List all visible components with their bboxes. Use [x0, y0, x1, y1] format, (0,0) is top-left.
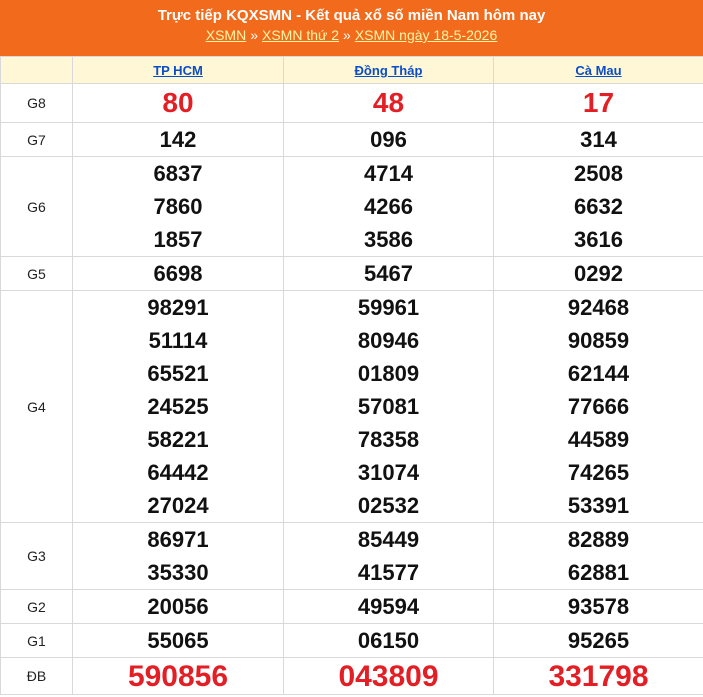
result-number: 331798 — [548, 660, 649, 693]
result-number: 6632 — [574, 194, 623, 219]
result-cell — [494, 291, 703, 523]
result-number: 82889 — [567, 527, 630, 552]
result-cell — [284, 257, 494, 291]
province-link-dong-thap[interactable]: Đồng Tháp — [354, 62, 423, 78]
result-number: 3586 — [364, 227, 413, 252]
result-number: 51114 — [148, 328, 208, 353]
prize-row-g5 — [1, 257, 703, 291]
prize-row-g1 — [1, 624, 703, 658]
prize-label: G6 — [1, 157, 73, 257]
result-cell — [284, 590, 494, 624]
result-cell — [73, 658, 284, 695]
result-number: 0292 — [574, 261, 623, 286]
prize-row-g6 — [1, 157, 703, 257]
prize-label: G7 — [1, 123, 73, 157]
result-number: 93578 — [567, 594, 630, 619]
breadcrumb-xsmn-date[interactable]: XSMN ngày 18-5-2026 — [354, 27, 498, 43]
result-number: 7860 — [153, 194, 203, 219]
prize-row-g2 — [1, 590, 703, 624]
result-number: 78358 — [357, 427, 420, 452]
result-number: 4714 — [364, 161, 413, 186]
result-number: 41577 — [357, 560, 420, 585]
prize-label: G4 — [1, 291, 73, 523]
breadcrumb-separator: » — [250, 27, 258, 43]
result-number: 86971 — [147, 527, 209, 552]
prize-row-g7 — [1, 123, 703, 157]
result-number: 77666 — [567, 394, 630, 419]
results-body — [1, 84, 703, 695]
result-number: 55065 — [147, 628, 209, 653]
breadcrumb-xsmn[interactable]: XSMN — [205, 27, 247, 43]
result-number: 92468 — [567, 295, 630, 320]
province-link-ca-mau[interactable]: Cà Mau — [575, 62, 622, 78]
result-number: 62144 — [567, 361, 630, 386]
prize-label: G8 — [1, 84, 73, 123]
result-cell — [284, 523, 494, 590]
result-number: 74265 — [567, 460, 630, 485]
result-cell — [494, 123, 703, 157]
result-number: 98291 — [147, 295, 209, 320]
breadcrumb-separator: » — [343, 27, 351, 43]
prize-row-g3 — [1, 523, 703, 590]
result-number: 17 — [582, 87, 615, 118]
result-cell — [73, 523, 284, 590]
result-number: 35330 — [147, 560, 209, 585]
result-cell — [494, 523, 703, 590]
result-number: 90859 — [567, 328, 630, 353]
result-number: 95265 — [567, 628, 630, 653]
result-cell — [284, 84, 494, 123]
result-number: 80946 — [357, 328, 420, 353]
result-cell — [494, 84, 703, 123]
result-number: 6837 — [153, 161, 203, 186]
prize-row-g4 — [1, 291, 703, 523]
result-number: 27024 — [147, 493, 209, 518]
result-number: 06150 — [357, 628, 420, 653]
result-number: 80 — [162, 87, 194, 118]
results-table — [0, 56, 703, 695]
prize-label: G3 — [1, 523, 73, 590]
prize-row-g8 — [1, 84, 703, 123]
result-cell — [73, 84, 284, 123]
result-cell — [284, 658, 494, 695]
prize-label: G2 — [1, 590, 73, 624]
result-number: 44589 — [567, 427, 630, 452]
result-number: 64442 — [147, 460, 209, 485]
result-cell — [73, 291, 284, 523]
result-number: 5467 — [364, 261, 413, 286]
result-number: 31074 — [357, 460, 420, 485]
prize-label: G5 — [1, 257, 73, 291]
result-number: 59961 — [357, 295, 420, 320]
result-number: 02532 — [357, 493, 420, 518]
result-cell — [494, 658, 703, 695]
result-number: 4266 — [364, 194, 413, 219]
breadcrumb — [0, 27, 703, 43]
result-number: 48 — [372, 87, 405, 118]
result-cell — [73, 590, 284, 624]
breadcrumb-xsmn-thu-2[interactable]: XSMN thứ 2 — [261, 27, 340, 43]
result-number: 65521 — [147, 361, 209, 386]
province-link-tp-hcm[interactable]: TP HCM — [153, 62, 203, 78]
page-title: Trực tiếp KQXSMN - Kết quả xổ số miền Nam hôm nay — [157, 7, 546, 24]
result-cell — [284, 291, 494, 523]
result-number: 1857 — [153, 227, 203, 252]
result-number: 62881 — [567, 560, 630, 585]
result-cell — [494, 624, 703, 658]
result-number: 142 — [159, 127, 197, 152]
result-number: 24525 — [147, 394, 209, 419]
result-cell — [73, 123, 284, 157]
result-cell — [494, 590, 703, 624]
result-number: 57081 — [357, 394, 420, 419]
result-number: 043809 — [338, 660, 439, 693]
result-number: 58221 — [147, 427, 209, 452]
result-number: 01809 — [357, 361, 420, 386]
result-cell — [73, 157, 284, 257]
prize-label: G1 — [1, 624, 73, 658]
prize-column-header — [1, 57, 73, 84]
prize-label: ĐB — [1, 658, 73, 695]
result-number: 3616 — [574, 227, 623, 252]
result-number: 85449 — [357, 527, 420, 552]
result-number: 314 — [580, 127, 617, 152]
result-number: 2508 — [574, 161, 623, 186]
result-number: 49594 — [357, 594, 420, 619]
province-header-row — [1, 57, 703, 84]
result-number: 590856 — [127, 660, 229, 693]
result-cell — [73, 257, 284, 291]
result-number: 20056 — [147, 594, 209, 619]
result-number: 53391 — [567, 493, 630, 518]
result-cell — [494, 157, 703, 257]
result-cell — [494, 257, 703, 291]
prize-row-db — [1, 658, 703, 695]
result-number: 6698 — [153, 261, 203, 286]
result-cell — [284, 157, 494, 257]
result-number: 096 — [370, 127, 407, 152]
result-cell — [73, 624, 284, 658]
result-cell — [284, 123, 494, 157]
result-cell — [284, 624, 494, 658]
results-header — [0, 0, 703, 56]
